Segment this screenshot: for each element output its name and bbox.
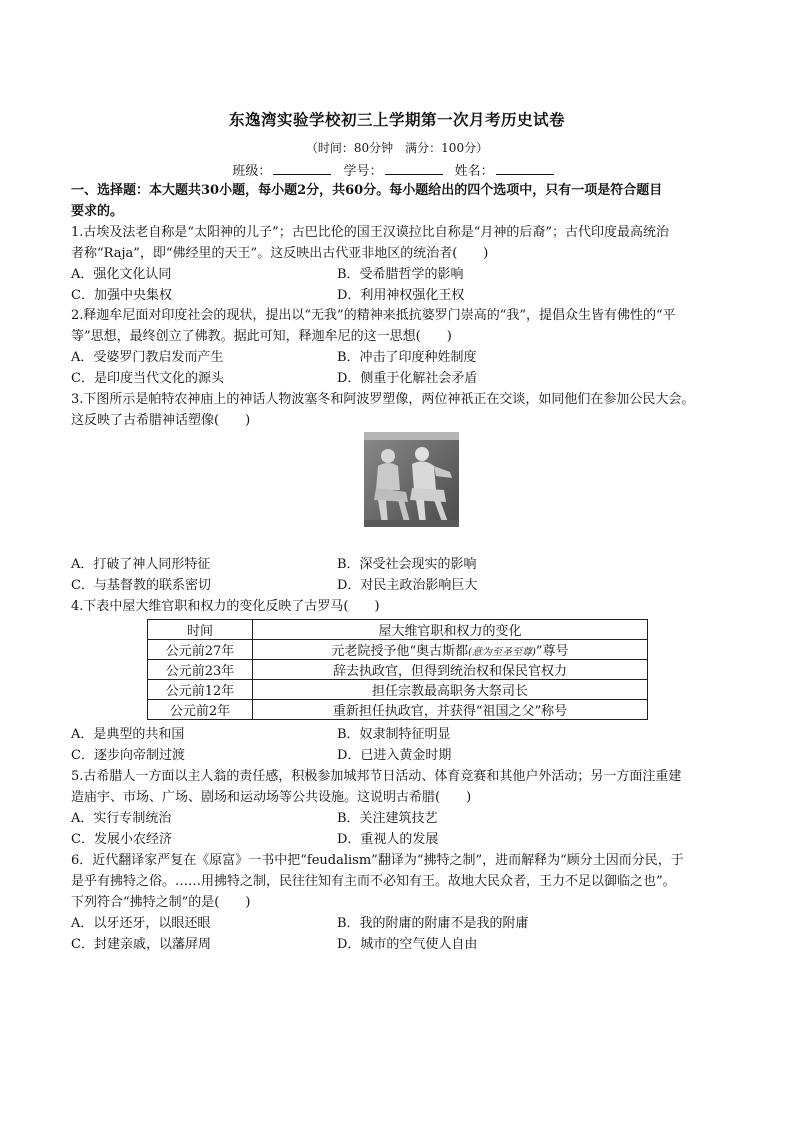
table-header-cell: 时间 bbox=[148, 620, 253, 640]
question-2-options bbox=[71, 347, 731, 389]
figure-left-head bbox=[381, 449, 395, 463]
question-5-options bbox=[71, 808, 731, 850]
table-cell-date: 公元前2年 bbox=[148, 700, 253, 720]
table-cell-date: 公元前12年 bbox=[148, 680, 253, 700]
number-label: 学号： bbox=[343, 164, 383, 179]
class-label: 班级： bbox=[232, 164, 272, 179]
option-d[interactable]: D．利用神权强化王权 bbox=[337, 288, 465, 303]
name-blank[interactable] bbox=[496, 162, 554, 175]
table-cell-note: (意为至圣至尊) bbox=[468, 647, 536, 658]
table-cell-change: 担任宗教最高职务大祭司长 bbox=[253, 680, 648, 700]
relief-top-band bbox=[364, 432, 459, 440]
question-5-stem bbox=[71, 766, 731, 808]
option-d[interactable]: D．城市的空气使人自由 bbox=[337, 937, 478, 952]
number-blank[interactable] bbox=[385, 162, 443, 175]
figure-right-lap bbox=[410, 488, 446, 502]
question-1-options bbox=[71, 264, 731, 306]
question-line: 4.下表中屋大维官职和权力的变化反映了古罗马( ) bbox=[71, 599, 380, 614]
option-d[interactable]: D．重视人的发展 bbox=[337, 832, 439, 847]
figure-right-head bbox=[415, 447, 429, 461]
option-a[interactable]: A．实行专制统治 bbox=[71, 811, 172, 826]
question-line: 造庙宇、市场、广场、剧场和运动场等公共设施。这说明古希腊( ) bbox=[71, 790, 472, 805]
figure-left-torso bbox=[376, 463, 400, 490]
table-row bbox=[148, 660, 648, 680]
question-line: 下列符合“拂特之制”的是( ) bbox=[71, 895, 251, 910]
relief-base bbox=[364, 520, 459, 527]
option-a[interactable]: A．受婆罗门教启发而产生 bbox=[71, 350, 224, 365]
question-line: 等”思想，最终创立了佛教。据此可知，释迦牟尼的这一思想( ) bbox=[71, 329, 452, 344]
table-row bbox=[148, 640, 648, 660]
option-b[interactable]: B．关注建筑技艺 bbox=[337, 811, 438, 826]
exam-time-and-score: （时间：80分钟 满分：100分） bbox=[305, 141, 489, 155]
question-1-stem bbox=[71, 222, 731, 264]
question-6-stem bbox=[71, 850, 731, 913]
option-b[interactable]: B．冲击了印度种姓制度 bbox=[337, 350, 477, 365]
option-c[interactable]: C．与基督教的联系密切 bbox=[71, 578, 211, 593]
section-heading-line: 一、选择题：本大题共30小题，每小题2分，共60分。每小题给出的四个选项中，只有一项是符合题目 bbox=[71, 183, 663, 198]
option-b[interactable]: B．奴隶制特征明显 bbox=[337, 727, 451, 742]
question-line: 6．近代翻译家严复在《原富》一书中把“feudalism”翻译为“拂特之制”，进而解释为“顾分土因而分民，于 bbox=[71, 853, 684, 868]
option-c[interactable]: C．是印度当代文化的源头 bbox=[71, 371, 224, 386]
table-header-cell: 屋大维官职和权力的变化 bbox=[253, 620, 648, 640]
section-heading-line: 要求的。 bbox=[71, 204, 124, 219]
option-b[interactable]: B．我的附庸的附庸不是我的附庸 bbox=[337, 916, 529, 931]
question-line: 者称“Raja”，即“佛经里的天王”。这反映出古代亚非地区的统治者( ) bbox=[71, 246, 489, 261]
option-a[interactable]: A．打破了神人同形特征 bbox=[71, 557, 211, 572]
question-line: 是乎有拂特之俗。……用拂特之制，民往往知有主而不必知有王。故地大民众者，王力不足以御临之也”。 bbox=[71, 874, 676, 889]
table-cell-change bbox=[253, 640, 648, 660]
question-line: 5.古希腊人一方面以主人翁的责任感，积极参加城邦节日活动、体育竞赛和其他户外活动；另一方面注重建 bbox=[71, 769, 682, 784]
question-3-options bbox=[71, 554, 731, 596]
question-4-stem bbox=[71, 596, 731, 617]
question-line: 这反映了古希腊神话塑像( ) bbox=[71, 413, 251, 428]
option-a[interactable]: A．强化文化认同 bbox=[71, 267, 172, 282]
option-b[interactable]: B．深受社会现实的影响 bbox=[337, 557, 477, 572]
name-label: 姓名： bbox=[454, 164, 494, 179]
option-d[interactable]: D．侧重于化解社会矛盾 bbox=[337, 371, 478, 386]
question-3-stem bbox=[71, 389, 731, 431]
question-line: 3.下图所示是帕特农神庙上的神话人物波塞冬和阿波罗塑像，两位神祇正在交谈，如同他们在参加公民大会。 bbox=[71, 392, 695, 407]
option-c[interactable]: C．逐步向帝制过渡 bbox=[71, 748, 185, 763]
table-cell-date: 公元前23年 bbox=[148, 660, 253, 680]
table-cell-date: 公元前27年 bbox=[148, 640, 253, 660]
option-c[interactable]: C．加强中央集权 bbox=[71, 288, 172, 303]
table-cell-change: 辞去执政官，但得到统治权和保民官权力 bbox=[253, 660, 648, 680]
table-row bbox=[148, 700, 648, 720]
question-6-options bbox=[71, 913, 731, 955]
option-a[interactable]: A．是典型的共和国 bbox=[71, 727, 185, 742]
option-a[interactable]: A．以牙还牙，以眼还眼 bbox=[71, 916, 211, 931]
table-cell-text: 元老院授予他“奥古斯都 bbox=[331, 644, 469, 659]
table-cell-text: ”尊号 bbox=[535, 644, 569, 659]
parthenon-frieze-image bbox=[364, 432, 459, 527]
table-header-row bbox=[148, 620, 648, 640]
student-info-line bbox=[0, 160, 794, 179]
table-row bbox=[148, 680, 648, 700]
option-b[interactable]: B．受希腊哲学的影响 bbox=[337, 267, 464, 282]
question-line: 1.古埃及法老自称是“太阳神的儿子”；古巴比伦的国王汉谟拉比自称是“月神的后裔”；古代印度最高统治 bbox=[71, 225, 669, 240]
option-c[interactable]: C．封建亲戚，以藩屏周 bbox=[71, 937, 211, 952]
option-c[interactable]: C．发展小农经济 bbox=[71, 832, 172, 847]
table-cell-change: 重新担任执政官，并获得“祖国之父”称号 bbox=[253, 700, 648, 720]
exam-title: 东逸湾实验学校初三上学期第一次月考历史试卷 bbox=[228, 110, 565, 129]
section-heading bbox=[71, 180, 731, 222]
option-d[interactable]: D．对民主政治影响巨大 bbox=[337, 578, 478, 593]
figure-right-torso bbox=[412, 461, 436, 490]
question-4-options bbox=[71, 724, 731, 766]
option-d[interactable]: D．已进入黄金时期 bbox=[337, 748, 452, 763]
question-line: 2.释迦牟尼面对印度社会的现状，提出以“无我”的精神来抵抗婆罗门崇高的“我”，提倡众生皆有佛性的“平 bbox=[71, 308, 676, 323]
question-2-stem bbox=[71, 305, 731, 347]
class-blank[interactable] bbox=[273, 162, 331, 175]
octavian-offices-table bbox=[147, 619, 648, 720]
